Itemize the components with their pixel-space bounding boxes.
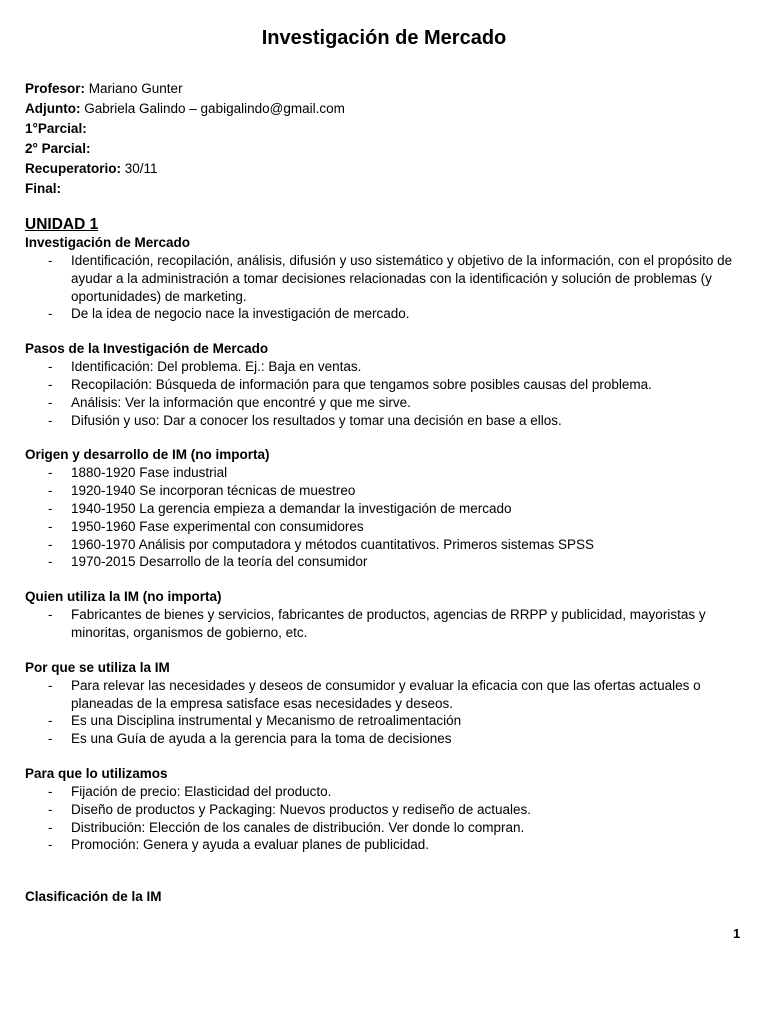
list-item [25, 394, 745, 412]
list-item [25, 801, 745, 819]
list-item-text: Promoción: Genera y ayuda a evaluar planes de publicidad. [71, 837, 429, 853]
course-info [25, 79, 745, 199]
section-title: Pasos de la Investigación de Mercado [25, 341, 269, 357]
list-item [25, 500, 745, 518]
list-item-text: Recopilación: Búsqueda de información para que tengamos sobre posibles causas del problema. [71, 376, 652, 392]
bullet-dash: - [48, 607, 53, 623]
list-item [25, 358, 745, 376]
list-item [25, 464, 745, 482]
section [25, 588, 745, 642]
list-item [25, 252, 745, 305]
list-item-text: Diseño de productos y Packaging: Nuevos productos y rediseño de actuales. [71, 801, 532, 817]
bullet-list [25, 358, 745, 429]
list-item [25, 712, 745, 730]
bullet-dash: - [48, 518, 53, 534]
list-item [25, 305, 745, 323]
bullet-dash: - [48, 483, 53, 499]
list-item-text: De la idea de negocio nace la investigación de mercado. [71, 306, 410, 322]
section [25, 234, 745, 323]
section-title: Investigación de Mercado [25, 235, 191, 250]
info-line [25, 139, 745, 159]
list-item-text: Identificación: Del problema. Ej.: Baja en ventas. [71, 359, 362, 375]
bullet-list [25, 677, 745, 748]
bullet-dash: - [48, 306, 53, 322]
list-item-text: Es una Disciplina instrumental y Mecanismo de retroalimentación [71, 713, 462, 729]
info-label: Recuperatorio: [25, 161, 122, 176]
list-item-text: 1950-1960 Fase experimental con consumidores [71, 518, 364, 534]
info-label: Adjunto: [25, 101, 81, 116]
list-item [25, 819, 745, 837]
bullet-list [25, 252, 745, 323]
section [25, 765, 745, 854]
bullet-dash: - [48, 713, 53, 729]
list-item-text: Distribución: Elección de los canales de distribución. Ver donde lo compran. [71, 819, 525, 835]
list-item [25, 553, 745, 571]
info-label: 2° Parcial: [25, 141, 91, 156]
info-line [25, 99, 745, 119]
document-content [25, 216, 745, 906]
bullet-dash: - [48, 536, 53, 552]
list-item [25, 376, 745, 394]
bullet-dash: - [48, 376, 53, 392]
list-item-text: Fijación de precio: Elasticidad del producto. [71, 783, 332, 799]
page-number: 1 [733, 926, 741, 941]
list-item-text: Para relevar las necesidades y deseos de consumidor y evaluar la eficacia con que las ofertas actuales o planeadas de la empresa satisface esas necesidades y deseos. [71, 677, 701, 711]
info-label: Profesor: [25, 81, 86, 96]
sections-container [25, 234, 745, 854]
bullet-dash: - [48, 359, 53, 375]
info-line [25, 119, 745, 139]
list-item-text: 1970-2015 Desarrollo de la teoría del consumidor [71, 554, 368, 570]
list-item-text: Es una Guía de ayuda a la gerencia para la toma de decisiones [71, 731, 452, 747]
list-item [25, 412, 745, 430]
list-item-text: Difusión y uso: Dar a conocer los resultados y tomar una decisión en base a ellos. [71, 412, 562, 428]
info-value: Gabriela Galindo – gabigalindo@gmail.com [80, 101, 345, 116]
bullet-dash: - [48, 677, 53, 693]
list-item [25, 677, 745, 713]
list-item [25, 730, 745, 748]
section-title: Quien utiliza la IM (no importa) [25, 589, 222, 605]
info-label: Final: [25, 181, 61, 196]
bullet-list [25, 783, 745, 854]
page-title: Investigación de Mercado [261, 27, 507, 49]
bullet-dash: - [48, 394, 53, 410]
section-title: Para que lo utilizamos [25, 765, 168, 781]
bullet-dash: - [48, 783, 53, 799]
info-line [25, 159, 745, 179]
list-item [25, 536, 745, 554]
bullet-dash: - [48, 253, 53, 268]
section [25, 446, 745, 571]
info-line [25, 79, 745, 99]
section-title: Por que se utiliza la IM [25, 659, 170, 675]
info-value: 30/11 [121, 161, 158, 176]
bullet-dash: - [48, 837, 53, 853]
list-item-text: 1880-1920 Fase industrial [71, 465, 228, 481]
info-label: 1°Parcial: [25, 121, 87, 136]
bullet-dash: - [48, 412, 53, 428]
bullet-list [25, 606, 745, 642]
blank-spacer [25, 871, 745, 888]
list-item [25, 606, 745, 642]
list-item [25, 482, 745, 500]
bullet-dash: - [48, 731, 53, 747]
info-value: Mariano Gunter [85, 81, 183, 96]
list-item-text: Identificación, recopilación, análisis, difusión y uso sistemático y objetivo de la información, con el propósito de ayudar a la administración a tomar decisiones relacionadas con la identificación y solución de problemas (y oportunidades) de marketing. [71, 253, 733, 304]
list-item [25, 783, 745, 801]
info-line [25, 179, 745, 199]
bullet-dash: - [48, 801, 53, 817]
list-item-text: Análisis: Ver la información que encontré y que me sirve. [71, 394, 411, 410]
list-item-text: 1960-1970 Análisis por computadora y métodos cuantitativos. Primeros sistemas SPSS [71, 536, 595, 552]
list-item [25, 518, 745, 536]
section [25, 659, 745, 748]
list-item-text: Fabricantes de bienes y servicios, fabricantes de productos, agencias de RRPP y publicidad, mayoristas y minoritas, organismos de gobierno, etc. [71, 607, 706, 640]
list-item-text: 1940-1950 La gerencia empieza a demandar la investigación de mercado [71, 500, 512, 516]
bullet-list [25, 464, 745, 571]
section-title: Origen y desarrollo de IM (no importa) [25, 447, 270, 463]
section [25, 340, 745, 429]
final-heading: Clasificación de la IM [25, 889, 162, 905]
list-item [25, 836, 745, 854]
bullet-dash: - [48, 500, 53, 516]
unit-title: UNIDAD 1 [25, 216, 99, 233]
bullet-dash: - [48, 554, 53, 570]
bullet-dash: - [48, 465, 53, 481]
bullet-dash: - [48, 819, 53, 835]
list-item-text: 1920-1940 Se incorporan técnicas de muestreo [71, 483, 356, 499]
